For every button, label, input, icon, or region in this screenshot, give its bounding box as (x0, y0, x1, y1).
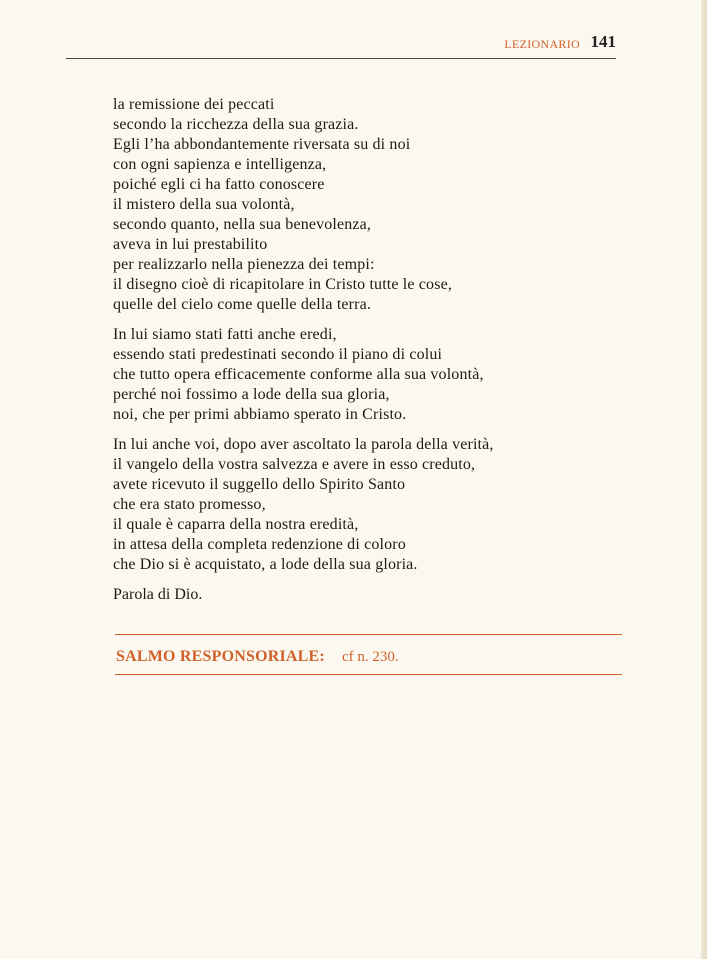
text-line: secondo quanto, nella sua benevolenza, (113, 216, 372, 233)
running-header (66, 30, 616, 59)
text-line: che Dio si è acquistato, a lode della sua gloria. (113, 556, 418, 573)
text-line: il quale è caparra della nostra eredità, (113, 516, 359, 533)
text-line: che tutto opera efficacemente conforme alla sua volontà, (113, 366, 484, 383)
text-line: per realizzarlo nella pienezza dei tempi: (113, 256, 375, 273)
text-line: avete ricevuto il suggello dello Spirito Santo (113, 476, 406, 493)
text-line: che era stato promesso, (113, 496, 266, 513)
text-line: poiché egli ci ha fatto conoscere (113, 176, 325, 193)
text-line: secondo la ricchezza della sua grazia. (113, 116, 359, 133)
closing-formula: Parola di Dio. (113, 586, 203, 603)
text-line: il disegno cioè di ricapitolare in Cristo tutte le cose, (113, 276, 452, 293)
page-edge (701, 0, 707, 959)
text-line: noi, che per primi abbiamo sperato in Cristo. (113, 406, 407, 423)
text-line: Egli l’ha abbondantemente riversata su di noi (113, 136, 411, 153)
stanza-2 (113, 325, 623, 425)
reading-text (113, 95, 623, 605)
text-line: il mistero della sua volontà, (113, 196, 295, 213)
stanza-1 (113, 95, 623, 315)
psalm-title: SALMO RESPONSORIALE: (116, 648, 325, 665)
text-line: la remissione dei peccati (113, 96, 275, 113)
text-line: in attesa della completa redenzione di coloro (113, 536, 406, 553)
page-number: 141 (590, 32, 616, 51)
psalm-reference: cf n. 230. (342, 649, 399, 665)
stanza-3 (113, 435, 623, 575)
text-line: perché noi fossimo a lode della sua gloria, (113, 386, 390, 403)
text-line: In lui anche voi, dopo aver ascoltato la parola della verità, (113, 436, 494, 453)
text-line: quelle del cielo come quelle della terra. (113, 296, 372, 313)
running-title: LEZIONARIO (504, 37, 580, 51)
text-line: essendo stati predestinati secondo il piano di colui (113, 346, 443, 363)
text-line: aveva in lui prestabilito (113, 236, 268, 253)
text-line: con ogni sapienza e intelligenza, (113, 156, 327, 173)
text-line: In lui siamo stati fatti anche eredi, (113, 326, 337, 343)
text-line: il vangelo della vostra salvezza e avere in esso creduto, (113, 456, 476, 473)
psalm-heading (115, 634, 622, 675)
